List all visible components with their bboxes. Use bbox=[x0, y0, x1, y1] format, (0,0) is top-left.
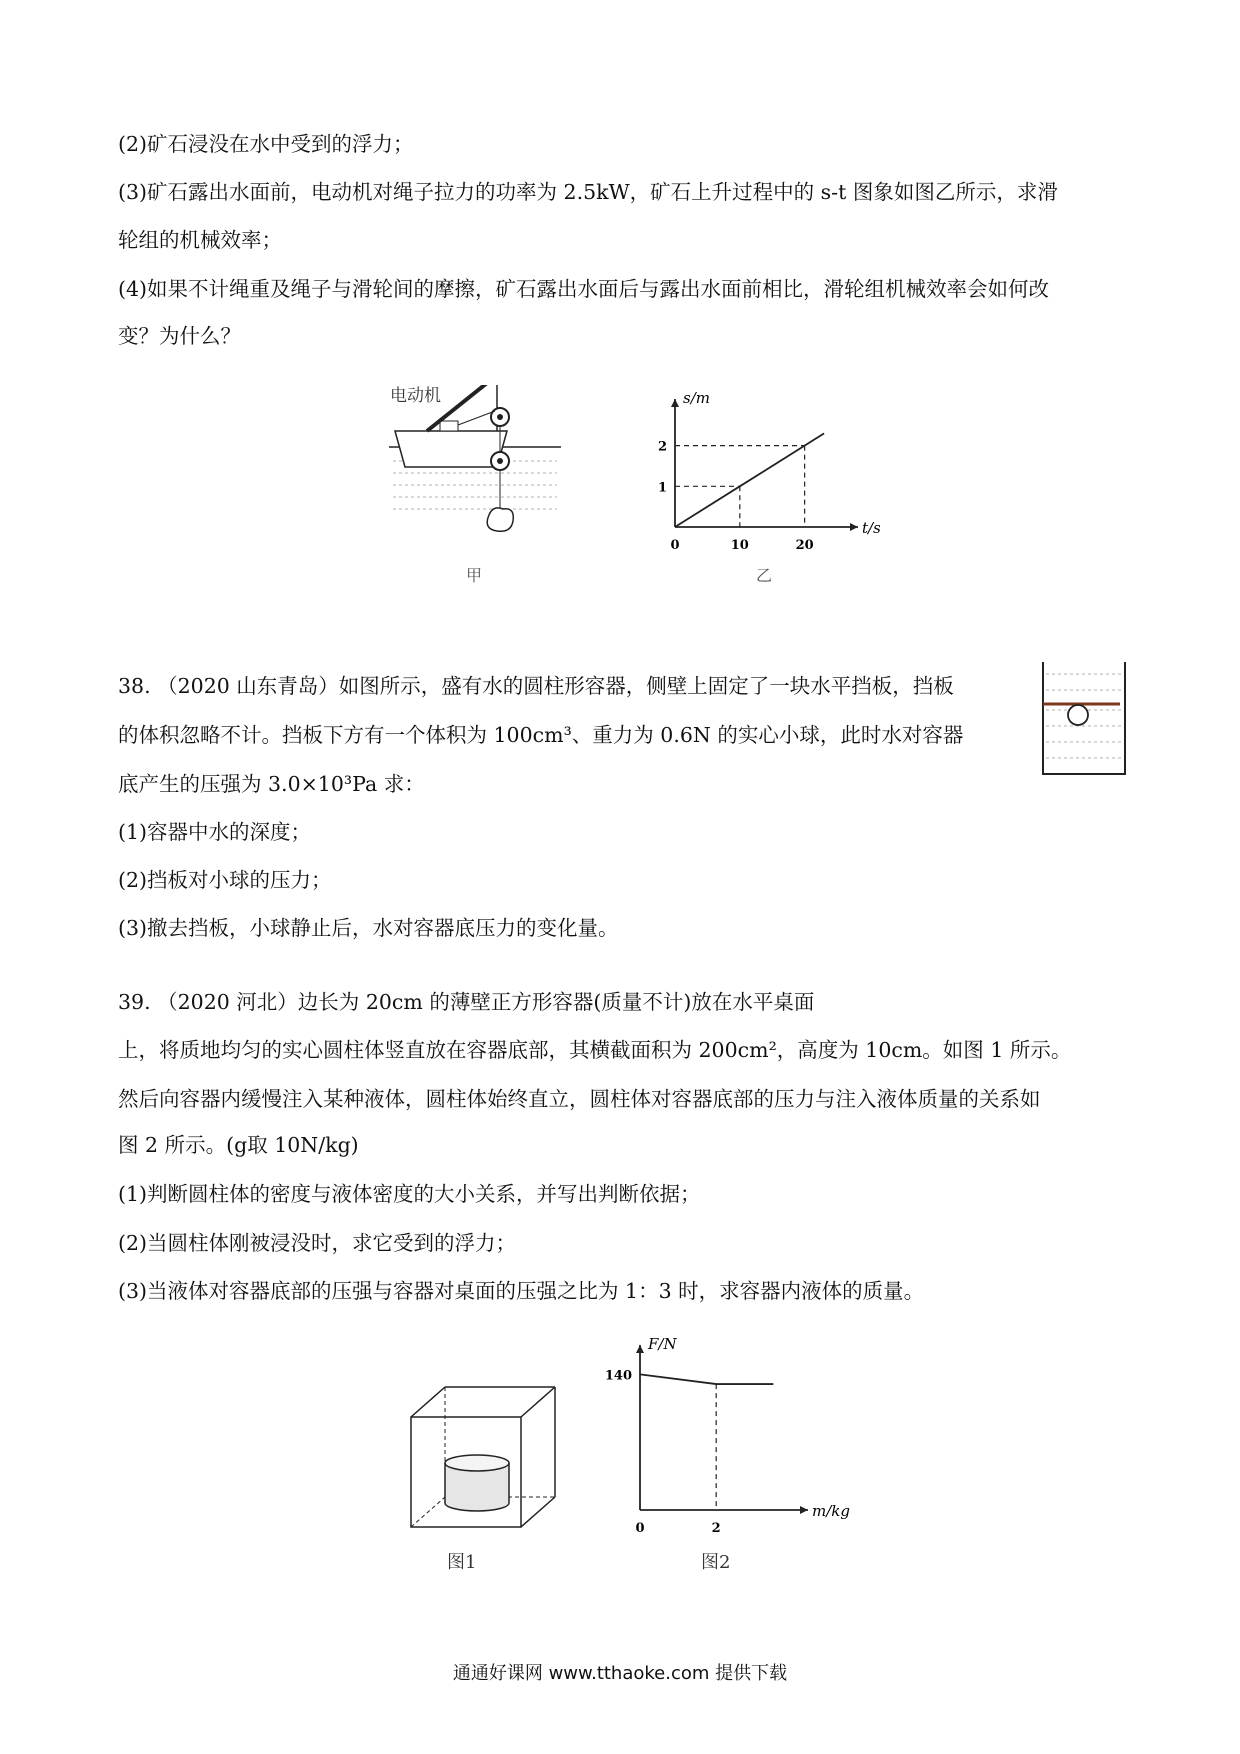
figure-jia bbox=[385, 385, 565, 585]
y-axis-label: F/N bbox=[648, 1335, 677, 1353]
figure-1 bbox=[405, 1385, 565, 1535]
boat-pulley-diagram bbox=[385, 385, 565, 585]
q38-line-5: (2)挡板对小球的压力； bbox=[118, 868, 332, 892]
y-tick-label: 140 bbox=[604, 1368, 632, 1384]
x-tick-label: 10 bbox=[730, 538, 749, 553]
q38-line-4: (1)容器中水的深度； bbox=[118, 820, 312, 844]
caption-fig2: 图2 bbox=[701, 1552, 731, 1573]
q39-line-2: 上，将质地均匀的实心圆柱体竖直放在容器底部，其横截面积为 200cm²，高度为 10cm。如图 1 所示。 bbox=[118, 1038, 1072, 1062]
q39-line-3: 然后向容器内缓慢注入某种液体，圆柱体始终直立，圆柱体对容器底部的压力与注入液体质量的关系如 bbox=[118, 1087, 1041, 1111]
q37-line-4: (4)如果不计绳重及绳子与滑轮间的摩擦，矿石露出水面后与露出水面前相比，滑轮组机械效率会如何改 bbox=[118, 277, 1050, 301]
q38-line-1: 38. （2020 山东青岛）如图所示，盛有水的圆柱形容器，侧壁上固定了一块水平挡板，挡板 bbox=[118, 674, 954, 698]
q37-line-3: 轮组的机械效率； bbox=[118, 228, 282, 252]
q37-line-1: (2)矿石浸没在水中受到的浮力； bbox=[118, 132, 414, 156]
caption-jia: 甲 bbox=[466, 566, 483, 585]
y-axis-arrow bbox=[671, 399, 679, 407]
x-tick-label: 20 bbox=[795, 538, 814, 553]
fm-chart bbox=[600, 1335, 850, 1535]
caption-yi: 乙 bbox=[756, 566, 773, 585]
q39-line-6: (2)当圆柱体刚被浸没时，求它受到的浮力； bbox=[118, 1231, 517, 1255]
container-ball-diagram bbox=[1040, 660, 1130, 780]
q37-line-5: 变？为什么？ bbox=[118, 324, 241, 348]
x-axis-arrow bbox=[850, 523, 858, 531]
q39-line-4: 图 2 所示。(g取 10N/kg) bbox=[118, 1133, 359, 1157]
motor-label: 电动机 bbox=[390, 386, 441, 406]
y-tick-label: 1 bbox=[657, 480, 667, 496]
figure-2 bbox=[600, 1335, 850, 1535]
y-tick-label: 2 bbox=[657, 439, 667, 455]
x-axis-label: t/s bbox=[862, 519, 880, 537]
x-axis-arrow bbox=[800, 1506, 808, 1514]
cube-cylinder-diagram bbox=[405, 1385, 565, 1535]
q37-line-2: (3)矿石露出水面前，电动机对绳子拉力的功率为 2.5kW，矿石上升过程中的 s-t 图象如图乙所示，求滑 bbox=[118, 180, 1058, 204]
q38-line-3: 底产生的压强为 3.0×10³Pa 求： bbox=[118, 772, 425, 796]
series-line bbox=[640, 1374, 773, 1384]
y-axis-arrow bbox=[636, 1345, 644, 1353]
y-axis-label: s/m bbox=[683, 389, 710, 407]
figure-yi bbox=[650, 385, 880, 555]
q39-line-5: (1)判断圆柱体的密度与液体密度的大小关系，并写出判断依据； bbox=[118, 1182, 701, 1206]
st-chart bbox=[650, 385, 880, 555]
series-line bbox=[675, 433, 824, 527]
x-axis-label: m/kg bbox=[812, 1502, 850, 1520]
q39-line-7: (3)当液体对容器底部的压强与容器对桌面的压强之比为 1：3 时，求容器内液体的质量。 bbox=[118, 1279, 925, 1303]
q38-line-6: (3)撤去挡板，小球静止后，水对容器底压力的变化量。 bbox=[118, 916, 619, 940]
figure-container-ball bbox=[1040, 660, 1130, 780]
q39-line-1: 39. （2020 河北）边长为 20cm 的薄壁正方形容器(质量不计)放在水平桌面 bbox=[118, 990, 815, 1014]
x-tick-label: 0 bbox=[670, 538, 680, 553]
caption-fig1: 图1 bbox=[447, 1552, 477, 1573]
x-tick-label: 2 bbox=[711, 1521, 721, 1535]
q38-line-2: 的体积忽略不计。挡板下方有一个体积为 100cm³、重力为 0.6N 的实心小球，此时水对容器 bbox=[118, 723, 964, 747]
x-tick-label: 0 bbox=[635, 1521, 645, 1535]
footer-source: 通通好课网 www.tthaoke.com 提供下载 bbox=[452, 1663, 788, 1684]
